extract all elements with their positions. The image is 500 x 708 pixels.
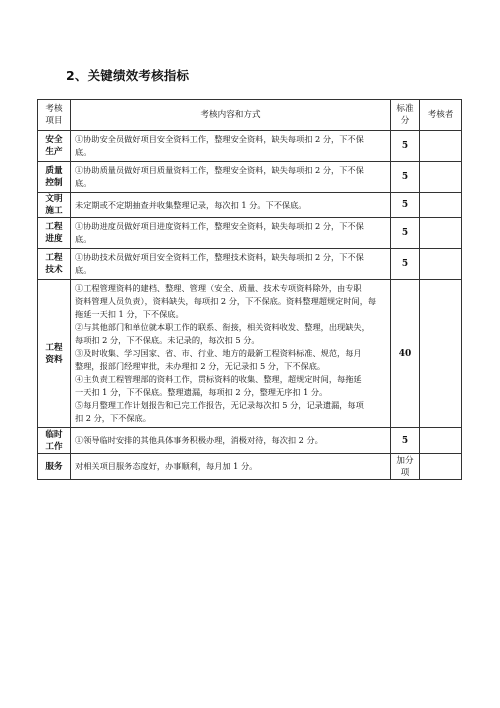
row-content-line: ①工程管理资料的建档、整理、管理（安全、质量、技术专项资料除外，由专职: [75, 283, 362, 293]
row-item-text: 临时: [45, 429, 63, 440]
table-row: [38, 218, 462, 249]
row-item-text: 施工: [45, 206, 63, 216]
header-reviewer: 考核者: [420, 100, 462, 131]
row-item-text: 工作: [45, 441, 63, 452]
row-content: [71, 193, 391, 218]
row-standard-text: 5: [401, 172, 409, 182]
row-standard-text: 5: [401, 435, 409, 446]
row-reviewer: [420, 428, 462, 454]
row-reviewer: [420, 193, 462, 218]
row-content-line: ④主负责工程管理部的资料工作，贯标资料的收集、整理，超规定时间，每拖延: [75, 374, 362, 384]
row-content-line: 整理，报部门经理审批，未办理扣 2 分，无记录扣 5 分，下不保底。: [75, 361, 326, 371]
row-standard-text: 项: [400, 467, 410, 478]
row-content: [71, 162, 391, 193]
row-item-text: 控制: [45, 178, 63, 188]
kpi-table: [37, 99, 462, 480]
row-item-text: 生产: [45, 147, 63, 157]
table-row: [38, 193, 462, 218]
row-standard-text: 加分: [396, 455, 414, 466]
row-item-text: 进度: [45, 234, 63, 244]
row-item-text: 工程: [45, 222, 63, 232]
table-row: [38, 428, 462, 454]
row-content-line: ①领导临时安排的其他具体事务积极办理，消极对待，每次扣 2 分。: [75, 435, 323, 445]
row-item-text: 技术: [45, 265, 63, 275]
row-content-line: ①协助安全员做好项目安全资料工作，整理安全资料，缺失每项扣 2 分，下不保: [75, 134, 364, 144]
table-row: [38, 131, 462, 162]
row-item: [38, 428, 71, 454]
table-row: [38, 162, 462, 193]
row-item-text: 资料: [45, 354, 63, 365]
row-reviewer: [420, 249, 462, 280]
row-item: [38, 218, 71, 249]
row-content-line: ①协助进度员做好项目进度资料工作，整理安全资料，缺失每项扣 2 分，下不保: [75, 221, 364, 231]
row-reviewer: [420, 131, 462, 162]
row-item: [38, 193, 71, 218]
row-standard: [391, 249, 420, 280]
row-content-line: ①协助质量员做好项目质量资料工作，整理安全资料，缺失每项扣 2 分，下不保: [75, 165, 364, 175]
table-body: [38, 131, 462, 480]
row-content: [71, 454, 391, 480]
row-content-line: 扣 2 分，下不保底。: [75, 413, 151, 423]
row-content-line: 一天扣 1 分，下不保底。整理遗漏，每项扣 2 分，整理无序扣 1 分。: [75, 387, 328, 397]
table-row: [38, 280, 462, 428]
row-item: [38, 131, 71, 162]
row-reviewer: [420, 162, 462, 193]
header-standard: 标准 分: [391, 100, 420, 131]
row-content-line: 底。: [75, 147, 92, 157]
row-content: [71, 218, 391, 249]
row-standard: [391, 280, 420, 428]
row-item-text: 服务: [45, 461, 63, 472]
section-title: 2、关键绩效考核指标: [66, 68, 190, 83]
row-reviewer: [420, 218, 462, 249]
row-standard-text: 5: [401, 141, 409, 151]
row-standard-text: 40: [398, 348, 412, 359]
row-reviewer: [420, 454, 462, 480]
row-standard: [391, 454, 420, 480]
row-item-text: 文明: [45, 194, 63, 204]
row-standard-text: 5: [401, 228, 409, 238]
row-standard-text: 5: [401, 259, 409, 269]
row-content-line: 拖延一天扣 1 分，下不保底。: [75, 309, 184, 319]
header-item: 考核 项目: [38, 100, 71, 131]
table-row: [38, 454, 462, 480]
table-row: [38, 249, 462, 280]
row-content-line: ①协助技术员做好项目安全资料工作，整理技术资料，缺失每项扣 2 分，下不保: [75, 252, 364, 262]
row-content-line: 底。: [75, 234, 92, 244]
row-standard: [391, 218, 420, 249]
row-content-line: 底。: [75, 265, 92, 275]
row-item-text: 工程: [45, 253, 63, 263]
row-item-text: 质量: [45, 166, 63, 176]
row-item-text: 安全: [45, 135, 63, 145]
row-content-line: 对相关项目服务态度好，办事顺利，每月加 1 分。: [75, 461, 258, 471]
row-item: [38, 162, 71, 193]
row-content: [71, 280, 391, 428]
row-item: [38, 249, 71, 280]
row-content-line: 每项扣 2 分，下不保底。未记录的，每次扣 5 分。: [75, 335, 260, 345]
row-content-line: ②与其他部门和单位就本职工作的联系、衔接，相关资料收发、整理，出现缺失，: [75, 322, 370, 332]
row-content: [71, 249, 391, 280]
row-content-line: ⑤每月整理工作计划报告和已完工作报告，无记录每次扣 5 分，记录遗漏，每项: [75, 400, 364, 410]
row-standard: [391, 162, 420, 193]
row-content-line: 底。: [75, 178, 92, 188]
row-standard-text: 5: [401, 200, 409, 210]
row-content-line: ③及时收集、学习国家、省、市、行业、地方的最新工程资料标准、规范，每月: [75, 348, 362, 358]
table-header-row: [38, 100, 462, 131]
row-content: [71, 428, 391, 454]
row-item: [38, 280, 71, 428]
row-item-text: 工程: [45, 342, 63, 353]
header-content: 考核内容和方式: [71, 100, 391, 131]
row-content-line: 未定期或不定期抽查并收集整理记录，每次扣 1 分。下不保底。: [75, 199, 307, 210]
row-standard: [391, 193, 420, 218]
row-item: [38, 454, 71, 480]
row-reviewer: [420, 280, 462, 428]
row-content: [71, 131, 391, 162]
row-standard: [391, 428, 420, 454]
row-standard: [391, 131, 420, 162]
row-content-line: 资料管理人员负责），资料缺失，每项扣 2 分，下不保底。资料整理超规定时间，每: [75, 296, 377, 306]
